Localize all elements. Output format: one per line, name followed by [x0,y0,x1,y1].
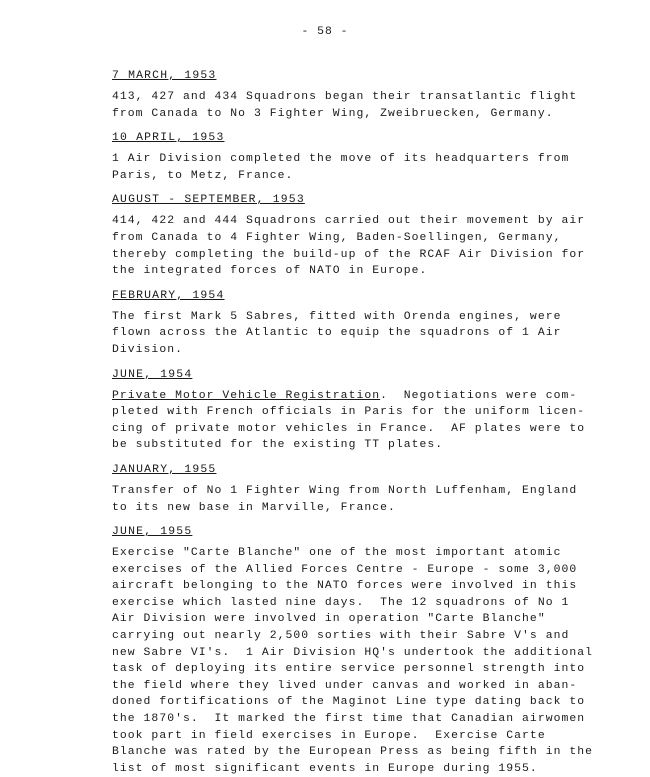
entry-text [112,545,612,777]
entry-subheading: Private Motor Vehicle Registration [112,389,381,402]
entry-date-heading: AUGUST - SEPTEMBER, 1953 [112,194,305,207]
text-line: exercises of the Allied Forces Centre - Europe - some 3,000 [112,563,578,576]
text-line: 414, 422 and 444 Squadrons carried out their movement by air [112,215,586,228]
text-line: list of most significant events in Europe during 1955. [112,762,538,775]
page-number: - 58 - [301,26,349,38]
text-line: exercise which lasted nine days. The 12 squadrons of No 1 [112,596,570,609]
entry-text [112,483,612,516]
entry-date-heading: FEBRUARY, 1954 [112,289,225,302]
entry-text [112,89,612,122]
entry-date-heading: 7 MARCH, 1953 [112,70,217,82]
text-line: aircraft belonging to the NATO forces were involved in this [112,580,578,593]
entry-1953-08 [112,184,612,279]
entry-text [112,388,612,454]
text-line: carrying out nearly 2,500 sorties with their Sabre V's and [112,630,570,643]
entry-1955-06 [112,516,612,777]
text-line: Paris, to Metz, France. [112,169,294,182]
text-line-remainder: . Negotiations were com- [380,389,578,402]
text-line: to its new base in Marville, France. [112,501,396,514]
entry-date-heading: JUNE, 1955 [112,526,193,539]
entry-date-heading: JUNE, 1954 [112,368,193,381]
text-line [112,388,612,405]
text-line: Air Division were involved in operation "Carte Blanche" [112,613,546,626]
text-line: 1 Air Division completed the move of its headquarters from [112,153,570,166]
text-line: took part in field exercises in Europe. Exercise Carte [112,729,546,742]
text-line: thereby completing the build-up of the RCAF Air Division for [112,248,586,261]
text-line: Exercise "Carte Blanche" one of the most important atomic [112,547,562,560]
entry-text [112,309,612,359]
entry-1954-06 [112,359,612,454]
text-line: new Sabre VI's. 1 Air Division HQ's undertook the additional [112,646,594,659]
entry-1954-02 [112,280,612,359]
text-line: 413, 427 and 434 Squadrons began their transatlantic flight [112,91,578,103]
text-line: from Canada to 4 Fighter Wing, Baden-Soellingen, Germany, [112,231,562,244]
text-line: the integrated forces of NATO in Europe. [112,265,428,278]
text-line: Transfer of No 1 Fighter Wing from North Luffenham, England [112,484,578,497]
text-line: The first Mark 5 Sabres, fitted with Orenda engines, were [112,310,562,323]
text-line: pleted with French officials in Paris for the uniform licen- [112,406,586,419]
text-line: be substituted for the existing TT plates. [112,439,444,452]
entry-date-heading: 10 APRIL, 1953 [112,132,225,145]
text-line: from Canada to No 3 Fighter Wing, Zweibruecken, Germany. [112,107,554,120]
entry-text [112,213,612,279]
entry-date-heading: JANUARY, 1955 [112,463,217,476]
entry-text [112,151,612,184]
entry-1953-04 [112,122,612,184]
text-line: doned fortifications of the Maginot Line type dating back to [112,696,586,709]
entry-1953-03 [112,60,612,122]
text-line: flown across the Atlantic to equip the squadrons of 1 Air [112,327,562,340]
text-line: Blanche was rated by the European Press as being fifth in the [112,746,594,759]
text-line: the 1870's. It marked the first time that Canadian airwomen [112,713,586,726]
entry-1955-01 [112,454,612,516]
text-line: the field where they lived under canvas and worked in aban- [112,679,578,692]
text-line: task of deploying its entire service personnel strength into [112,663,586,676]
text-line: cing of private motor vehicles in France. AF plates were to [112,422,586,435]
chronology-entries [112,60,612,777]
text-line: Division. [112,343,183,356]
